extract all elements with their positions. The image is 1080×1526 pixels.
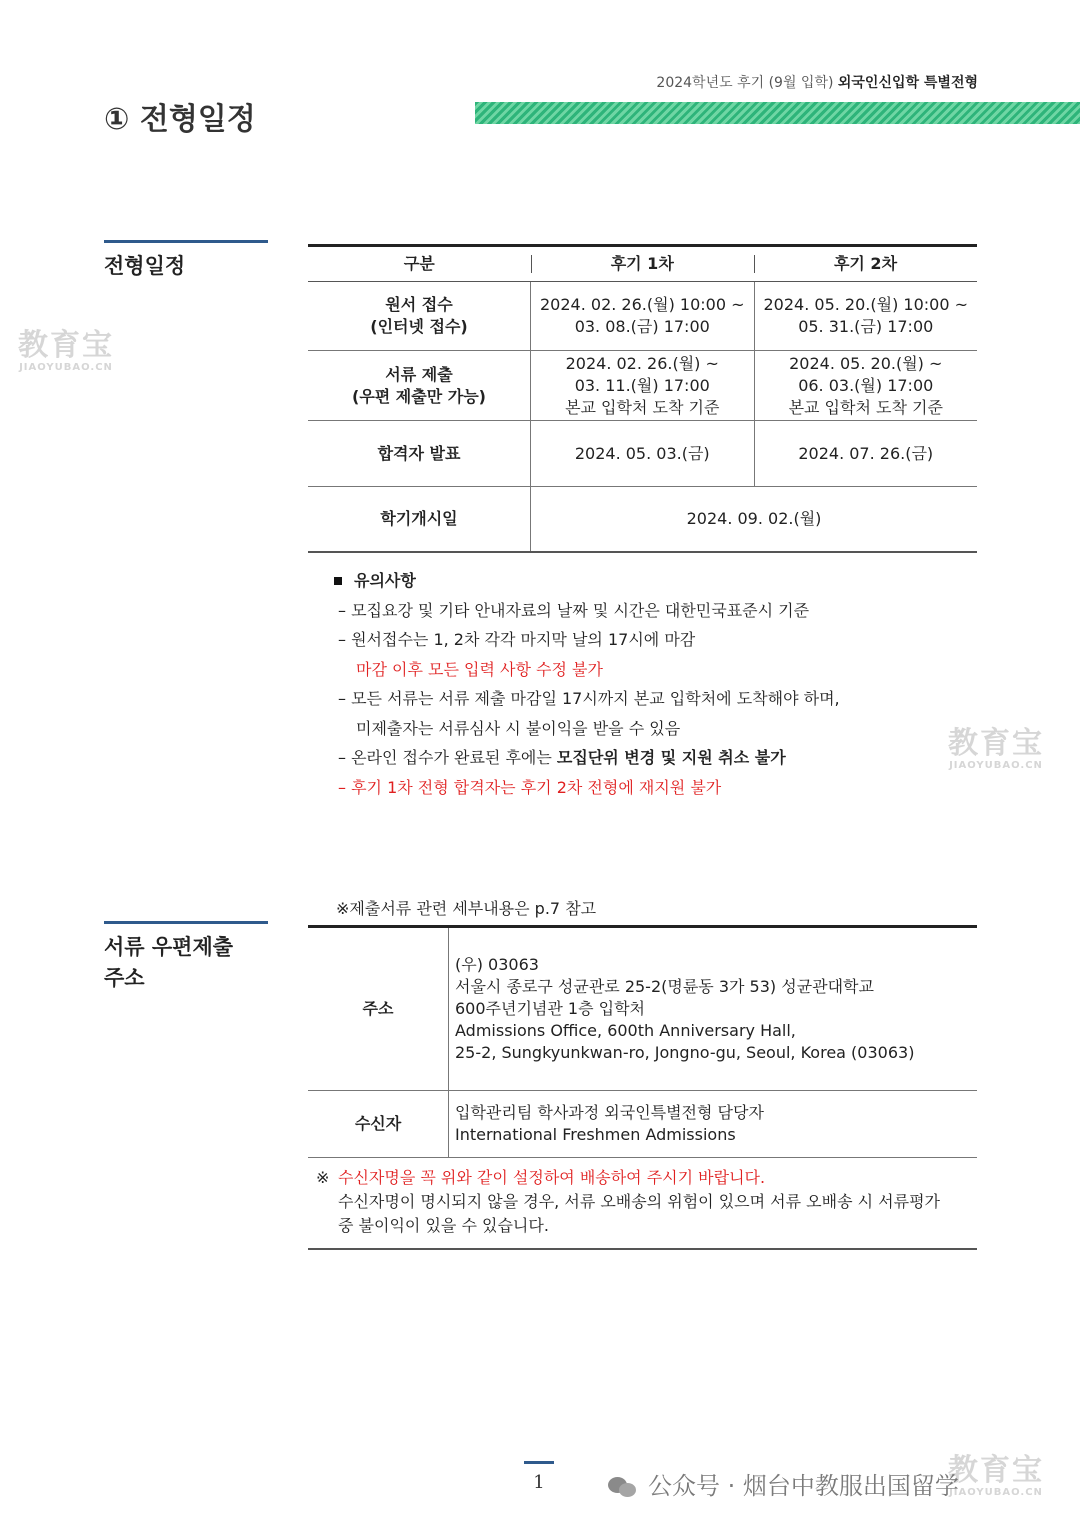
row-label: 학기개시일 (380, 508, 458, 528)
note-item: – 모집요강 및 기타 안내자료의 날짜 및 시간은 대한민국표준시 기준 (338, 600, 810, 620)
row-label: 수신자 (308, 1091, 449, 1158)
note-item-highlight: 마감 이후 모든 입력 사항 수정 불가 (356, 659, 603, 679)
note-item: – 모든 서류는 서류 제출 마감일 17시까지 본교 입학처에 도착해야 하며, (338, 689, 840, 708)
address-value: (우) 03063 서울시 종로구 성균관로 25-2(명륜동 3가 53) 성균관대학교 600주년기념관 1층 입학처 Admissions Office, 600th Anniversary Hall, 25-2, Sungkyunkwan-ro, Jongno-gu, Seoul, Korea (03063) (449, 927, 978, 1091)
table-row (308, 1091, 977, 1158)
address-table (308, 925, 977, 1158)
section-rule (104, 921, 268, 924)
table-cell: 2024. 05. 20.(월) ~ 06. 03.(월) 17:00 본교 입학처 도착 기준 (754, 351, 977, 421)
note-item-continuation: 미제출자는 서류심사 시 불이익을 받을 수 있음 (356, 718, 681, 738)
table-cell: 2024. 02. 26.(월) ~ 03. 11.(월) 17:00 본교 입학처 도착 기준 (531, 351, 755, 421)
column-header: 후기 1차 (531, 246, 755, 282)
wechat-footer: 公众号 · 烟台中教服出国留学 (608, 1466, 959, 1501)
page-number: 1 (533, 1472, 545, 1493)
warning-text: 중 불이익이 있을 수 있습니다. (338, 1216, 549, 1235)
section-label-schedule: 전형일정 (104, 254, 186, 278)
warning-text: 수신자명이 명시되지 않을 경우, 서류 오배송의 위험이 있으며 서류 오배송 시 서류평가 (338, 1192, 940, 1211)
header-stripe-bar (475, 102, 1080, 124)
warning-highlight: 수신자명을 꼭 위와 같이 설정하여 배송하여 주시기 바랍니다. (338, 1168, 766, 1187)
table-cell: 2024. 02. 26.(월) 10:00 ~ 03. 08.(금) 17:00 (531, 282, 755, 351)
note-item: – 온라인 접수가 완료된 후에는 모집단위 변경 및 지원 취소 불가 (338, 748, 786, 767)
watermark-logo: 教育宝 JIAOYUBAO.CN (948, 726, 1044, 771)
reference-note: ※제출서류 관련 세부내용은 p.7 참고 (336, 899, 597, 918)
page-title: ① 전형일정 (104, 102, 256, 137)
square-bullet-icon (334, 577, 342, 585)
notes-block (330, 566, 970, 802)
row-label: 주소 (308, 927, 449, 1091)
schedule-table (308, 244, 977, 553)
table-row (308, 282, 977, 351)
reference-mark-icon: ※ (316, 1168, 330, 1187)
table-row (308, 421, 977, 487)
note-item-highlight: – 후기 1차 전형 합격자는 후기 2차 전형에 재지원 불가 (338, 777, 722, 797)
watermark-logo: 教育宝 JIAOYUBAO.CN (18, 328, 114, 373)
table-header-row (308, 246, 977, 282)
table-cell: 2024. 05. 03.(금) (531, 421, 755, 487)
table-row (308, 927, 977, 1091)
row-label: 원서 접수 (인터넷 접수) (308, 282, 531, 351)
table-cell: 2024. 05. 20.(월) 10:00 ~ 05. 31.(금) 17:00 (754, 282, 977, 351)
table-cell-merged: 2024. 09. 02.(월) (531, 487, 978, 552)
table-row (308, 351, 977, 421)
column-header: 구분 (308, 246, 531, 282)
section-rule (104, 240, 268, 243)
table-row (308, 487, 977, 552)
divider (308, 1248, 977, 1250)
watermark-logo: 教育宝 JIAOYUBAO.CN (948, 1453, 1044, 1498)
recipient-value: 입학관리팀 학사과정 외국인특별전형 담당자 International Freshmen Admissions (449, 1091, 978, 1158)
row-label: 합격자 발표 (308, 421, 531, 487)
page-number-rule (524, 1461, 554, 1464)
column-header: 후기 2차 (754, 246, 977, 282)
section-label-address: 서류 우편제출 주소 (104, 935, 234, 990)
table-cell: 2024. 07. 26.(금) (754, 421, 977, 487)
warning-note (316, 1166, 976, 1238)
notes-title: 유의사항 (330, 566, 970, 596)
header-subtitle: 2024학년도 후기 (9월 입학) 외국인신입학 특별전형 (656, 75, 978, 91)
row-label: 서류 제출 (우편 제출만 가능) (308, 351, 531, 421)
note-item: – 원서접수는 1, 2차 각각 마지막 날의 17시에 마감 (338, 630, 696, 649)
wechat-icon (608, 1475, 638, 1499)
